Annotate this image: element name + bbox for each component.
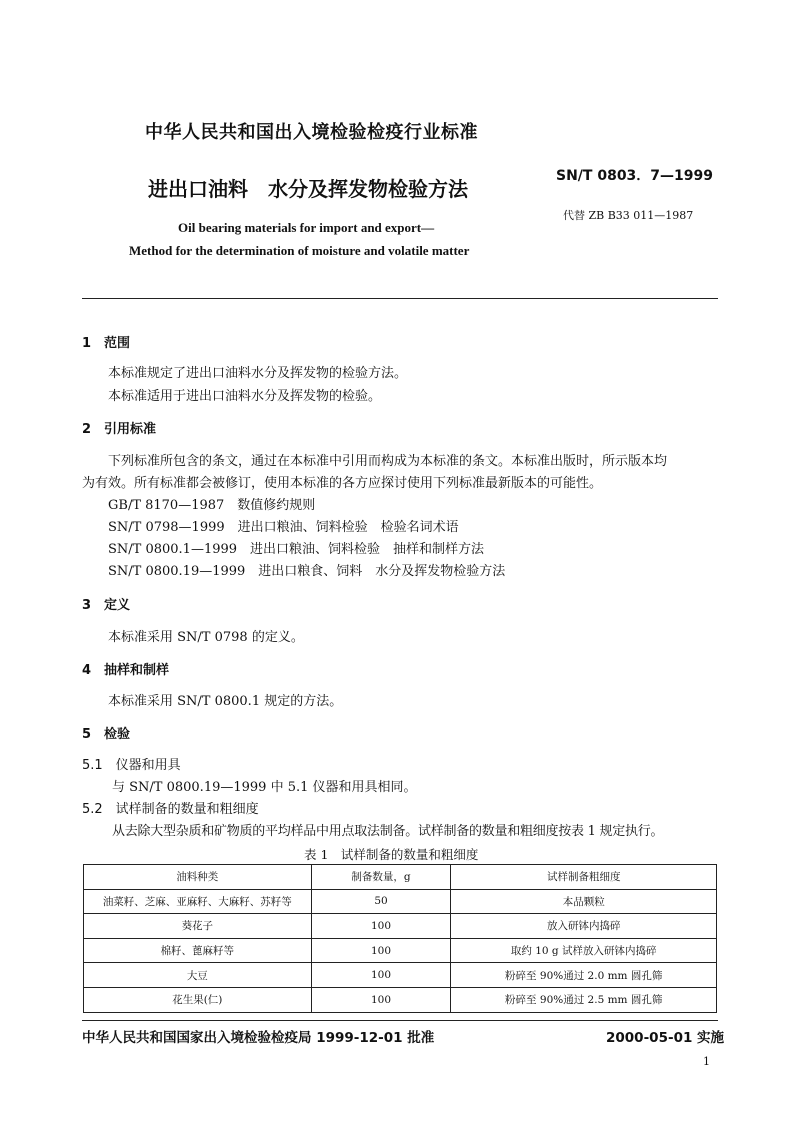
reference-item: SN/T 0800.19—1999 进出口粮食、饲料 水分及挥发物检验方法 [108, 564, 506, 579]
table-header-cell: 试样制备粗细度 [451, 865, 717, 890]
table-cell: 棉籽、蓖麻籽等 [84, 938, 312, 963]
table-cell: 100 [311, 963, 451, 988]
table-row [84, 963, 717, 988]
effective-date: 2000-05-01 实施 [606, 1030, 725, 1046]
header-divider [82, 298, 718, 299]
approval-statement: 中华人民共和国国家出入境检验检疫局 1999-12-01 批准 [82, 1030, 435, 1046]
table-cell: 取约 10 g 试样放入研钵内捣碎 [451, 938, 717, 963]
section-2-paragraph: 为有效。所有标准都会被修订，使用本标准的各方应探讨使用下列标准最新版本的可能性。 [82, 476, 603, 491]
section-1-heading: 1 范围 [82, 336, 131, 351]
table-cell: 油菜籽、芝麻、亚麻籽、大麻籽、苏籽等 [84, 889, 312, 914]
table-header-cell: 制备数量，g [311, 865, 451, 890]
english-title-line-2: Method for the determination of moisture and volatile matter [129, 243, 470, 258]
sample-preparation-table [83, 864, 717, 1013]
standard-number: SN/T 0803．7—1999 [556, 168, 714, 184]
subsection-5-2-heading: 5.2 试样制备的数量和粗细度 [82, 802, 259, 817]
subsection-5-1-paragraph: 与 SN/T 0800.19—1999 中 5.1 仪器和用具相同。 [112, 780, 417, 795]
section-5-heading: 5 检验 [82, 727, 131, 742]
reference-item: GB/T 8170—1987 数值修约规则 [108, 498, 316, 513]
section-2-heading: 2 引用标准 [82, 422, 157, 437]
table-cell: 50 [311, 889, 451, 914]
table-row [84, 914, 717, 939]
reference-item: SN/T 0798—1999 进出口粮油、饲料检验 检验名词术语 [108, 520, 459, 535]
section-3-paragraph: 本标准采用 SN/T 0798 的定义。 [108, 630, 304, 645]
page-number: 1 [703, 1055, 710, 1068]
table-row [84, 938, 717, 963]
table-row [84, 889, 717, 914]
section-3-heading: 3 定义 [82, 598, 131, 613]
table-header-cell: 油料种类 [84, 865, 312, 890]
table-cell: 花生果(仁) [84, 987, 312, 1012]
page-title: 进出口油料 水分及挥发物检验方法 [148, 177, 468, 201]
section-2-paragraph: 下列标准所包含的条文，通过在本标准中引用而构成为本标准的条文。本标准出版时，所示版本均 [108, 454, 668, 469]
table-cell: 100 [311, 938, 451, 963]
subsection-5-1-heading: 5.1 仪器和用具 [82, 758, 181, 773]
table-cell: 本品颗粒 [451, 889, 717, 914]
table-cell: 大豆 [84, 963, 312, 988]
table-row [84, 987, 717, 1012]
table-cell: 100 [311, 914, 451, 939]
section-1-paragraph: 本标准适用于进出口油料水分及挥发物的检验。 [108, 389, 382, 404]
section-4-paragraph: 本标准采用 SN/T 0800.1 规定的方法。 [108, 694, 343, 709]
table-cell: 粉碎至 90%通过 2.5 mm 圆孔筛 [451, 987, 717, 1012]
section-1-paragraph: 本标准规定了进出口油料水分及挥发物的检验方法。 [108, 366, 408, 381]
replaces-standard: 代替 ZB B33 011—1987 [563, 209, 694, 222]
subsection-5-2-paragraph: 从去除大型杂质和矿物质的平均样品中用点取法制备。试样制备的数量和粗细度按表 1 规定执行。 [112, 824, 664, 839]
footer-divider [82, 1020, 718, 1021]
issuing-organization: 中华人民共和国出入境检验检疫行业标准 [145, 122, 478, 143]
section-4-heading: 4 抽样和制样 [82, 663, 170, 678]
table-cell: 放入研钵内捣碎 [451, 914, 717, 939]
reference-item: SN/T 0800.1—1999 进出口粮油、饲料检验 抽样和制样方法 [108, 542, 485, 557]
table-header-row [84, 865, 717, 890]
table-cell: 粉碎至 90%通过 2.0 mm 圆孔筛 [451, 963, 717, 988]
english-title-line-1: Oil bearing materials for import and export— [178, 220, 435, 235]
table-cell: 葵花子 [84, 914, 312, 939]
table-cell: 100 [311, 987, 451, 1012]
table-caption: 表 1 试样制备的数量和粗细度 [304, 847, 479, 862]
